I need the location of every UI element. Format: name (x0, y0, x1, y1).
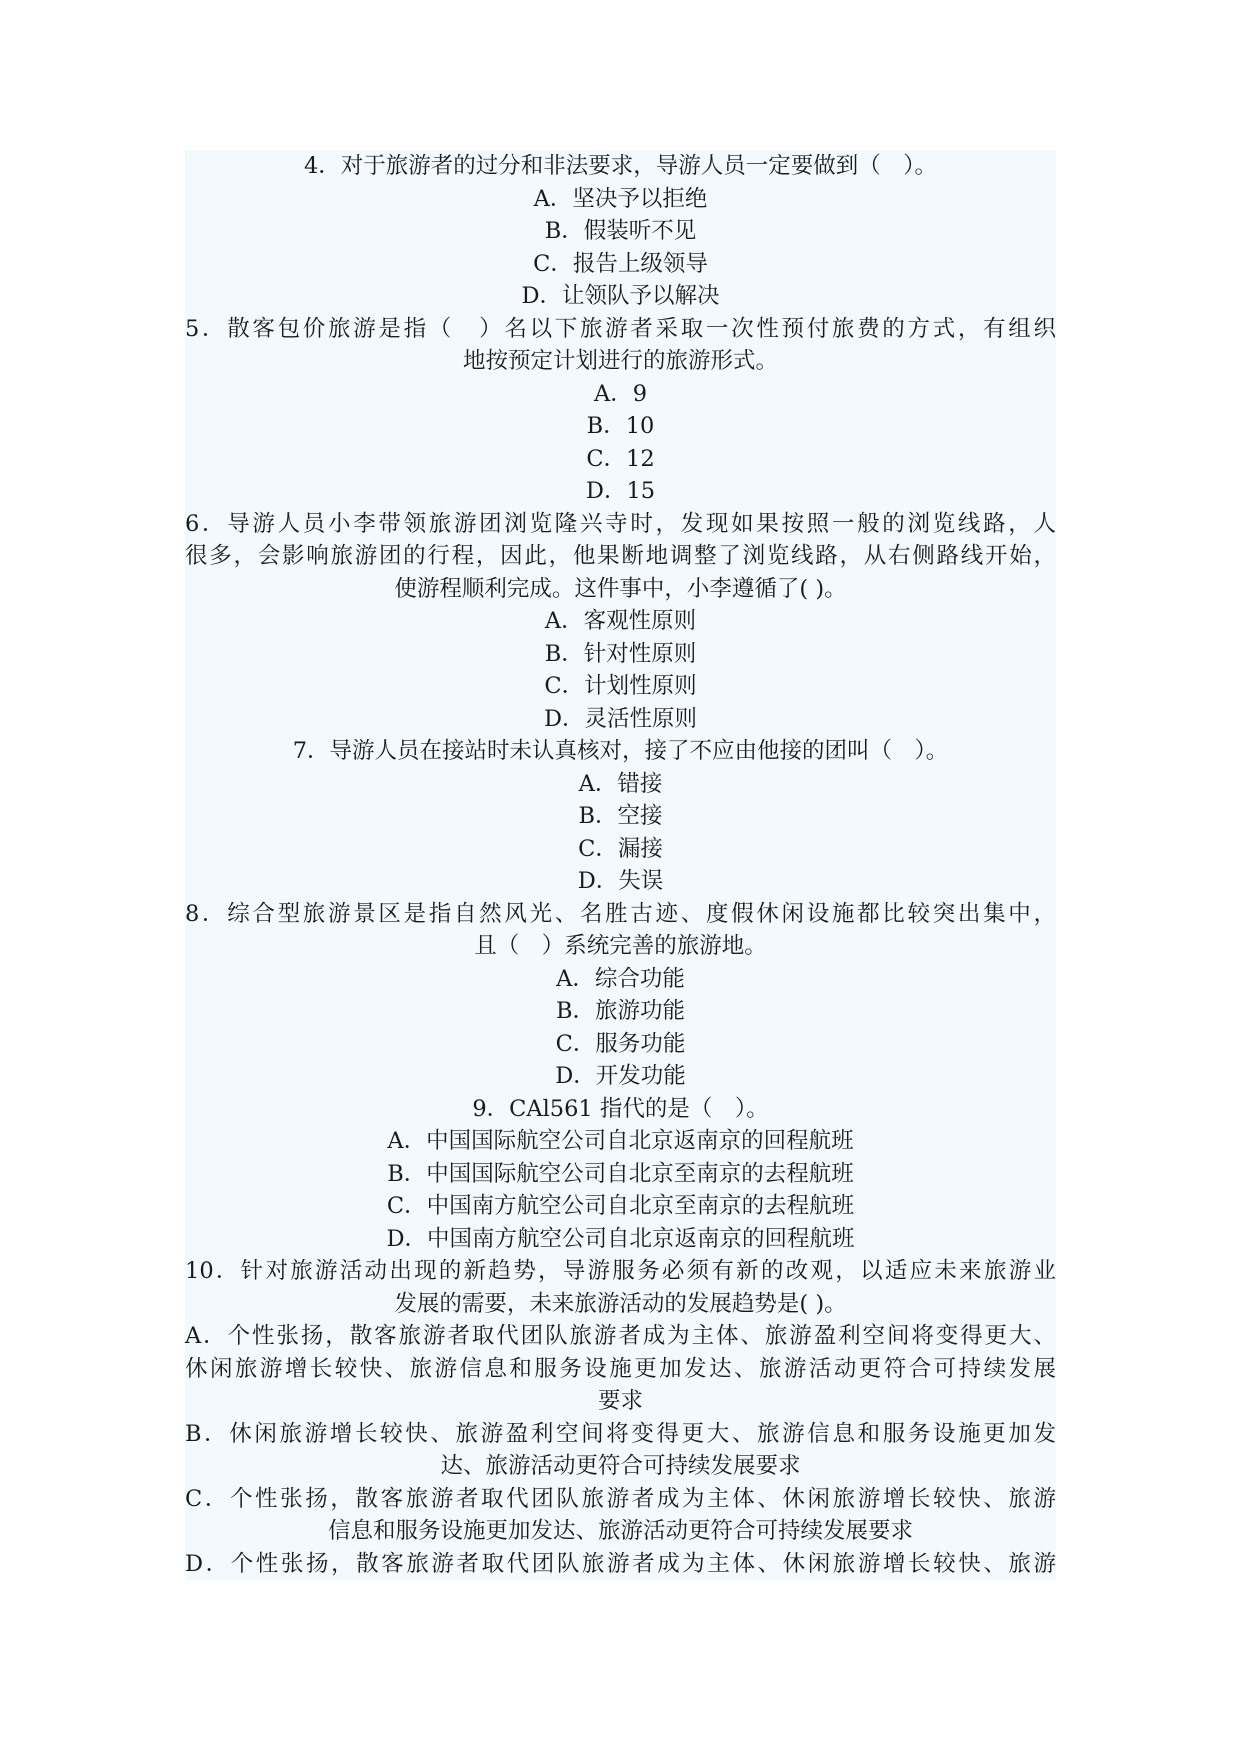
question-5-option-d: D．15 (585, 478, 656, 504)
question-7-stem: 7．导游人员在接站时未认真核对，接了不应由他接的团叫（ ）。 (292, 738, 949, 764)
question-6-option-c: C．计划性原则 (544, 673, 697, 699)
question-6-stem-line-3: 使游程顺利完成。这件事中，小李遵循了( )。 (394, 575, 847, 602)
question-8 (185, 898, 1056, 1093)
question-4-option-a: A．坚决予以拒绝 (533, 185, 708, 212)
question-5 (185, 313, 1056, 508)
question-6-option-a: A．客观性原则 (544, 608, 697, 634)
question-text-block (185, 150, 1056, 1580)
question-4-stem: 4．对于旅游者的过分和非法要求，导游人员一定要做到（ ）。 (303, 153, 938, 179)
question-8-option-a: A．综合功能 (556, 965, 685, 992)
question-4-option-c: C．报告上级领导 (533, 250, 708, 277)
question-9-option-a: A．中国国际航空公司自北京返南京的回程航班 (387, 1128, 854, 1154)
question-10 (185, 1255, 1056, 1580)
question-10-option-d-line-1: D．个性张扬，散客旅游者取代团队旅游者成为主体、休闲旅游增长较快、旅游 (185, 1550, 1056, 1577)
question-8-option-c: C．服务功能 (555, 1030, 686, 1057)
question-4-option-d: D．让领队予以解决 (521, 283, 720, 309)
question-10-option-b-line-2: 达、旅游活动更符合可持续发展要求 (440, 1453, 801, 1479)
question-6-stem-line-2: 很多，会影响旅游团的行程，因此，他果断地调整了浏览线路，从右侧路线开始， (185, 543, 1056, 569)
question-5-option-a: A．9 (593, 380, 648, 407)
question-8-stem-line-2: 且（ ）系统完善的旅游地。 (474, 933, 767, 959)
question-4 (185, 150, 1056, 313)
question-6-option-d: D．灵活性原则 (543, 705, 698, 732)
question-5-option-b: B．10 (586, 413, 655, 439)
question-9-stem: 9．CAl561 指代的是（ ）。 (472, 1095, 769, 1122)
question-10-option-a-line-1: A．个性张扬，散客旅游者取代团队旅游者成为主体、旅游盈利空间将变得更大、 (185, 1323, 1056, 1349)
question-9 (185, 1093, 1056, 1256)
question-4-option-b: B．假装听不见 (544, 218, 697, 244)
question-10-option-c-line-1: C．个性张扬，散客旅游者取代团队旅游者成为主体、休闲旅游增长较快、旅游 (185, 1485, 1056, 1512)
question-8-option-d: D．开发功能 (555, 1063, 686, 1089)
question-9-option-c: C．中国南方航空公司自北京至南京的去程航班 (386, 1193, 855, 1219)
question-7-option-d: D．失误 (577, 868, 664, 894)
question-6-option-b: B．针对性原则 (544, 640, 697, 667)
question-7-option-c: C．漏接 (578, 835, 663, 862)
question-6 (185, 508, 1056, 736)
question-10-stem-line-2: 发展的需要，未来旅游活动的发展趋势是( )。 (394, 1290, 847, 1317)
question-9-option-d: D．中国南方航空公司自北京返南京的回程航班 (386, 1225, 855, 1252)
question-10-option-a-line-3: 要求 (597, 1388, 643, 1414)
question-5-option-c: C．12 (586, 445, 655, 472)
question-10-option-c-line-2: 信息和服务设施更加发达、旅游活动更符合可持续发展要求 (327, 1518, 913, 1544)
question-10-option-b-line-1: B．休闲旅游增长较快、旅游盈利空间将变得更大、旅游信息和服务设施更加发 (185, 1420, 1056, 1447)
question-7-option-b: B．空接 (578, 803, 663, 829)
question-9-option-b: B．中国国际航空公司自北京至南京的去程航班 (387, 1160, 854, 1187)
question-8-option-b: B．旅游功能 (555, 998, 686, 1024)
question-7-option-a: A．错接 (578, 770, 663, 797)
question-7 (185, 735, 1056, 898)
question-6-stem-line-1: 6．导游人员小李带领旅游团浏览隆兴寺时，发现如果按照一般的浏览线路，人 (185, 510, 1056, 537)
question-8-stem-line-1: 8．综合型旅游景区是指自然风光、名胜古迹、度假休闲设施都比较突出集中， (185, 900, 1056, 927)
question-5-stem-line-2: 地按预定计划进行的旅游形式。 (462, 348, 778, 374)
question-10-option-a-line-2: 休闲旅游增长较快、旅游信息和服务设施更加发达、旅游活动更符合可持续发展 (185, 1355, 1056, 1382)
question-5-stem-line-1: 5．散客包价旅游是指（ ）名以下旅游者采取一次性预付旅费的方式，有组织 (185, 315, 1056, 342)
question-10-stem-line-1: 10．针对旅游活动出现的新趋势，导游服务必须有新的改观，以适应未来旅游业 (185, 1258, 1056, 1284)
